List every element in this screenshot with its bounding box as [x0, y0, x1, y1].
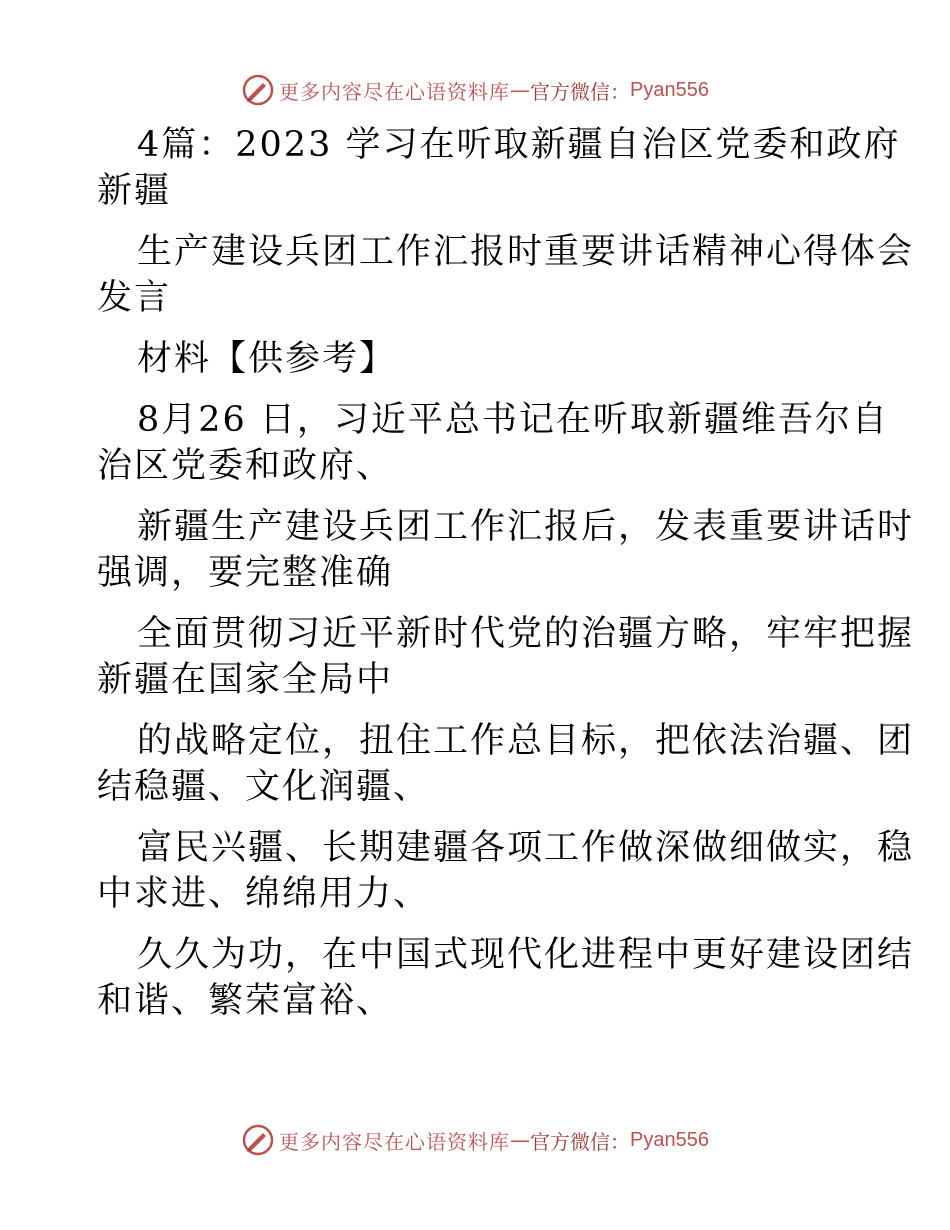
watermark-label: 官方微信：	[530, 1129, 631, 1154]
paragraph-line: 结稳疆、文化润疆、	[97, 767, 431, 807]
pen-logo-icon	[241, 73, 275, 107]
watermark-label: 官方微信：	[530, 79, 631, 104]
watermark-site-text: 更多内容尽在心语资料库	[279, 79, 511, 104]
paragraph-line: 新疆在国家全局中	[97, 660, 394, 700]
title-line-4: 发言	[97, 278, 172, 318]
paragraph-line: 中求进、绵绵用力、	[97, 874, 431, 914]
watermark-separator: —	[510, 1128, 531, 1152]
paragraph-line: 8月26 日，习近平总书记在听取新疆维吾尔自	[137, 400, 889, 440]
watermark-site-text: 更多内容尽在心语资料库	[279, 1129, 511, 1154]
title-line-5: 材料【供参考】	[137, 339, 397, 379]
paragraph-line: 新疆生产建设兵团工作汇报后，发表重要讲话时	[137, 507, 915, 547]
watermark-handle: Pyan556	[630, 1128, 709, 1151]
title-line-1: 4篇：2023 学习在听取新疆自治区党委和政府	[137, 125, 901, 165]
watermark-separator: —	[510, 78, 531, 102]
header-watermark	[0, 70, 950, 110]
paragraph-line: 治区党委和政府、	[97, 446, 394, 486]
document-body	[97, 122, 915, 1024]
watermark-handle: Pyan556	[630, 78, 709, 101]
paragraph-line: 强调，要完整准确	[97, 553, 394, 593]
paragraph-line: 富民兴疆、长期建疆各项工作做深做细做实，稳	[137, 828, 915, 868]
paragraph-line: 全面贯彻习近平新时代党的治疆方略，牢牢把握	[137, 614, 915, 654]
paragraph-line: 和谐、繁荣富裕、	[97, 981, 394, 1021]
pen-logo-icon	[241, 1123, 275, 1157]
title-line-3: 生产建设兵团工作汇报时重要讲话精神心得体会	[137, 232, 915, 272]
footer-watermark	[0, 1120, 950, 1160]
paragraph-line: 久久为功，在中国式现代化进程中更好建设团结	[137, 935, 915, 975]
title-line-2: 新疆	[97, 171, 172, 211]
paragraph-line: 的战略定位，扭住工作总目标，把依法治疆、团	[137, 721, 915, 761]
